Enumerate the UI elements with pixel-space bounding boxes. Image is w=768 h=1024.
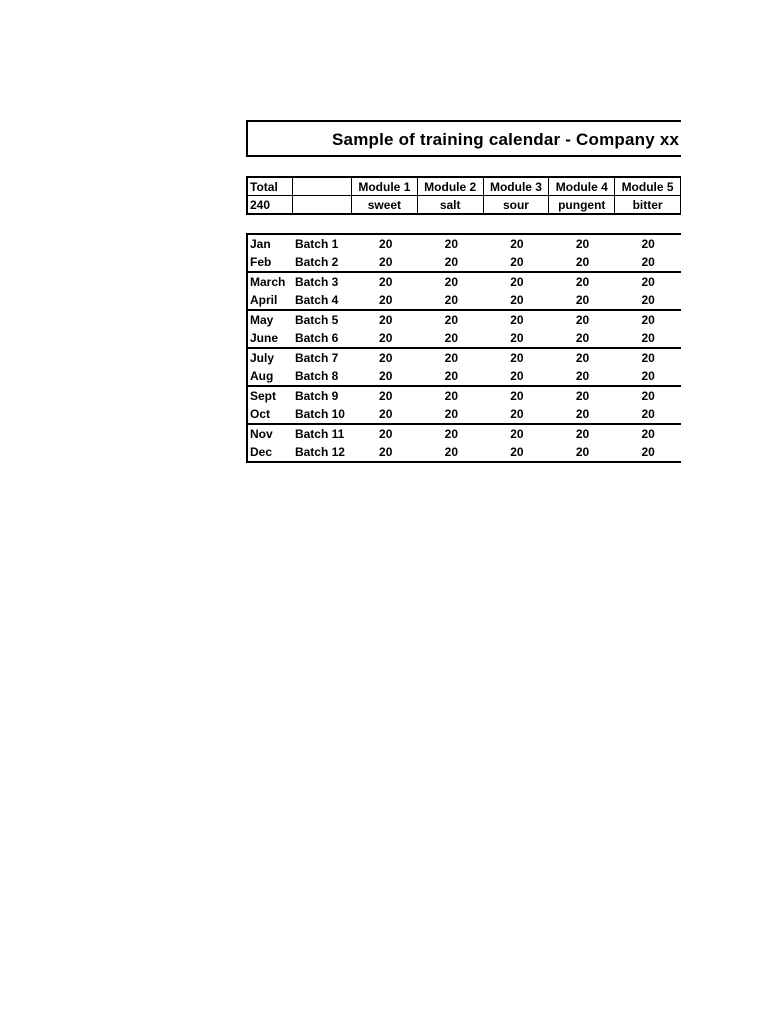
batch-cell: Batch 1 <box>293 234 353 253</box>
table-row <box>247 234 681 253</box>
batch-cell: Batch 8 <box>294 369 339 383</box>
month-cell: Nov <box>247 424 293 443</box>
value-cell: 20 <box>419 424 485 443</box>
module-label: Module 4 <box>549 177 615 196</box>
batch-cell: Batch 4 <box>294 293 339 307</box>
module-label: Module 1 <box>351 177 417 196</box>
total-label: Total <box>247 177 293 196</box>
value-cell: 20 <box>444 369 458 383</box>
module-taste: sweet <box>351 196 417 215</box>
value-cell: 20 <box>484 272 550 291</box>
value-cell: 20 <box>550 348 616 367</box>
value-cell: 20 <box>379 255 393 269</box>
batch-cell: Batch 2 <box>294 255 339 269</box>
month-cell: July <box>247 348 293 367</box>
empty-cell <box>293 177 352 196</box>
batch-cell: Batch 10 <box>294 407 345 421</box>
value-cell: 20 <box>510 369 524 383</box>
value-cell: 20 <box>379 369 393 383</box>
value-cell: 20 <box>510 407 524 421</box>
value-cell: 20 <box>353 386 419 405</box>
value-cell: 20 <box>484 234 550 253</box>
month-cell: Dec <box>247 443 293 462</box>
batch-cell: Batch 3 <box>293 272 353 291</box>
value-cell: 20 <box>379 407 393 421</box>
table-row <box>247 253 681 272</box>
title-box <box>246 120 681 157</box>
header-row-modules <box>247 177 681 196</box>
month-cell: Jan <box>247 234 293 253</box>
value-cell: 20 <box>641 331 655 345</box>
value-cell: 20 <box>615 348 681 367</box>
value-cell: 20 <box>615 234 681 253</box>
value-cell: 20 <box>550 234 616 253</box>
header-row-tastes <box>247 196 681 215</box>
value-cell: 20 <box>550 443 616 462</box>
value-cell: 20 <box>353 272 419 291</box>
value-cell: 20 <box>550 272 616 291</box>
table-row <box>247 367 681 386</box>
value-cell: 20 <box>353 424 419 443</box>
table-row <box>247 443 681 462</box>
module-header-table <box>246 176 681 215</box>
value-cell: 20 <box>419 234 485 253</box>
value-cell: 20 <box>615 386 681 405</box>
value-cell: 20 <box>444 407 458 421</box>
month-cell: Oct <box>247 405 293 424</box>
month-cell: May <box>247 310 293 329</box>
value-cell: 20 <box>641 293 655 307</box>
page-title: Sample of training calendar - Company xx <box>332 130 680 149</box>
batch-cell: Batch 5 <box>293 310 353 329</box>
value-cell: 20 <box>550 424 616 443</box>
value-cell: 20 <box>419 443 485 462</box>
total-value: 240 <box>247 196 293 215</box>
module-taste: salt <box>417 196 483 215</box>
calendar-sheet <box>246 118 681 468</box>
module-label: Module 2 <box>417 177 483 196</box>
module-taste: sour <box>483 196 549 215</box>
table-row <box>247 424 681 443</box>
batch-schedule-table <box>246 233 681 463</box>
value-cell: 20 <box>484 424 550 443</box>
batch-cell: Batch 6 <box>294 331 339 345</box>
value-cell: 20 <box>444 331 458 345</box>
value-cell: 20 <box>575 255 590 269</box>
month-cell: Sept <box>247 386 293 405</box>
module-taste: bitter <box>615 196 681 215</box>
batch-cell: Batch 11 <box>293 424 353 443</box>
value-cell: 20 <box>641 407 655 421</box>
value-cell: 20 <box>353 348 419 367</box>
value-cell: 20 <box>550 310 616 329</box>
value-cell: 20 <box>419 272 485 291</box>
value-cell: 20 <box>510 255 524 269</box>
batch-cell: Batch 12 <box>293 443 353 462</box>
table-row <box>247 310 681 329</box>
table-row <box>247 329 681 348</box>
table-row <box>247 405 681 424</box>
value-cell: 20 <box>419 310 485 329</box>
value-cell: 20 <box>641 369 655 383</box>
value-cell: 20 <box>379 331 393 345</box>
value-cell: 20 <box>615 443 681 462</box>
month-cell: March <box>247 272 293 291</box>
batch-cell: Batch 9 <box>293 386 353 405</box>
month-cell: April <box>247 291 293 310</box>
value-cell: 20 <box>353 234 419 253</box>
value-cell: 20 <box>575 369 590 383</box>
value-cell: 20 <box>353 443 419 462</box>
value-cell: 20 <box>419 348 485 367</box>
value-cell: 20 <box>510 293 524 307</box>
value-cell: 20 <box>444 293 458 307</box>
table-row <box>247 291 681 310</box>
module-label: Module 3 <box>483 177 549 196</box>
value-cell: 20 <box>379 293 393 307</box>
table-row <box>247 348 681 367</box>
value-cell: 20 <box>615 272 681 291</box>
value-cell: 20 <box>641 255 655 269</box>
month-cell: Aug <box>247 367 293 386</box>
value-cell: 20 <box>484 310 550 329</box>
table-row <box>247 386 681 405</box>
value-cell: 20 <box>615 424 681 443</box>
empty-cell <box>293 196 352 215</box>
batch-cell: Batch 7 <box>293 348 353 367</box>
value-cell: 20 <box>419 386 485 405</box>
value-cell: 20 <box>615 310 681 329</box>
value-cell: 20 <box>575 407 590 421</box>
month-cell: Feb <box>247 253 293 272</box>
value-cell: 20 <box>484 386 550 405</box>
value-cell: 20 <box>353 310 419 329</box>
value-cell: 20 <box>444 255 458 269</box>
value-cell: 20 <box>550 386 616 405</box>
module-taste: pungent <box>549 196 615 215</box>
value-cell: 20 <box>484 443 550 462</box>
value-cell: 20 <box>575 293 590 307</box>
value-cell: 20 <box>575 331 590 345</box>
module-label: Module 5 <box>615 177 681 196</box>
value-cell: 20 <box>510 331 524 345</box>
table-row <box>247 272 681 291</box>
value-cell: 20 <box>484 348 550 367</box>
month-cell: June <box>247 329 293 348</box>
